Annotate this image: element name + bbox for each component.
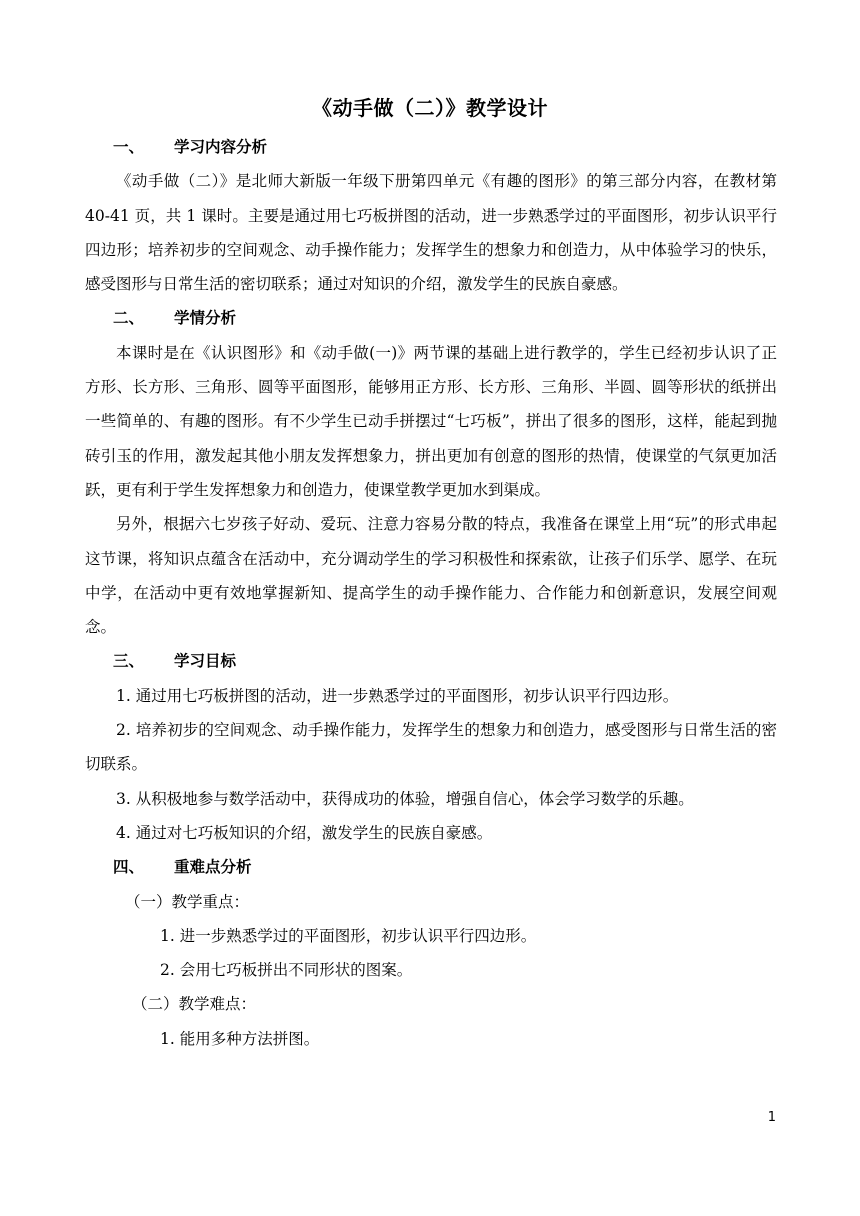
paragraph: 另外，根据六七岁孩子好动、爱玩、注意力容易分散的特点，我准备在课堂上用“玩”的形式串起这节课，将知识点蕴含在活动中，充分调动学生的学习积极性和探索欲，让孩子们乐学、愿学、在玩中学，在活动中更有效地掌握新知、提高学生的动手操作能力、合作能力和创新意识，发展空间观念。 xyxy=(85,515,777,637)
section-heading-3 xyxy=(85,644,777,678)
page-number: 1 xyxy=(767,1110,776,1125)
list-item: 1. 进一步熟悉学过的平面图形，初步认识平行四边形。 xyxy=(160,926,537,945)
section-title: 学情分析 xyxy=(174,309,237,328)
section-heading-2 xyxy=(85,301,777,335)
document-body xyxy=(85,130,777,1056)
list-item: 1. 能用多种方法拼图。 xyxy=(160,1029,320,1048)
list-item: 2. 培养初步的空间观念、动手操作能力，发挥学生的想象力和创造力，感受图形与日常生活的密切联系。 xyxy=(85,721,777,774)
list-item: 2. 会用七巧板拼出不同形状的图案。 xyxy=(160,961,413,980)
section-title: 学习内容分析 xyxy=(174,138,268,156)
list-item: 3. 从积极地参与数学活动中，获得成功的体验，增强自信心，体会学习数学的乐趣。 xyxy=(116,789,694,808)
subsection-label: （一）教学重点： xyxy=(125,892,250,911)
section-title: 学习目标 xyxy=(174,652,237,671)
section-number: 三、 xyxy=(113,652,145,671)
section-number: 四、 xyxy=(113,858,145,877)
paragraph: 《动手做（二）》是北师大新版一年级下册第四单元《有趣的图形》的第三部分内容，在教材第 40-41 页，共 1 课时。主要是通过用七巧板拼图的活动，进一步熟悉学过的平面图形，初步认识平行四边形；培养初步的空间观念、动手操作能力；发挥学生的想象力和创造力，从中体验学习的快乐，感受图形与日常生活的密切联系；通过对知识的介绍，激发学生的民族自豪感。 xyxy=(85,172,777,294)
section-heading-4 xyxy=(85,850,777,884)
subsection-label: （二）教学难点： xyxy=(132,995,257,1014)
paragraph: 本课时是在《认识图形》和《动手做(一)》两节课的基础上进行教学的，学生已经初步认识了正方形、长方形、三角形、圆等平面图形，能够用正方形、长方形、三角形、半圆、圆等形状的纸拼出一些简单的、有趣的图形。有不少学生已动手拼摆过“七巧板”，拼出了很多的图形，这样，能起到抛砖引玉的作用，激发起其他小朋友发挥想象力，拼出更加有创意的图形的热情，使课堂的气氛更加活跃，更有利于学生发挥想象力和创造力，使课堂教学更加水到渠成。 xyxy=(85,343,777,499)
section-heading-1 xyxy=(85,130,777,164)
document-title: 《动手做（二）》教学设计 xyxy=(312,96,548,120)
section-number: 二、 xyxy=(113,309,145,328)
section-title: 重难点分析 xyxy=(174,858,252,877)
section-number: 一、 xyxy=(113,138,145,156)
list-item: 1. 通过用七巧板拼图的活动，进一步熟悉学过的平面图形，初步认识平行四边形。 xyxy=(116,686,679,705)
list-item: 4. 通过对七巧板知识的介绍，激发学生的民族自豪感。 xyxy=(116,823,493,842)
